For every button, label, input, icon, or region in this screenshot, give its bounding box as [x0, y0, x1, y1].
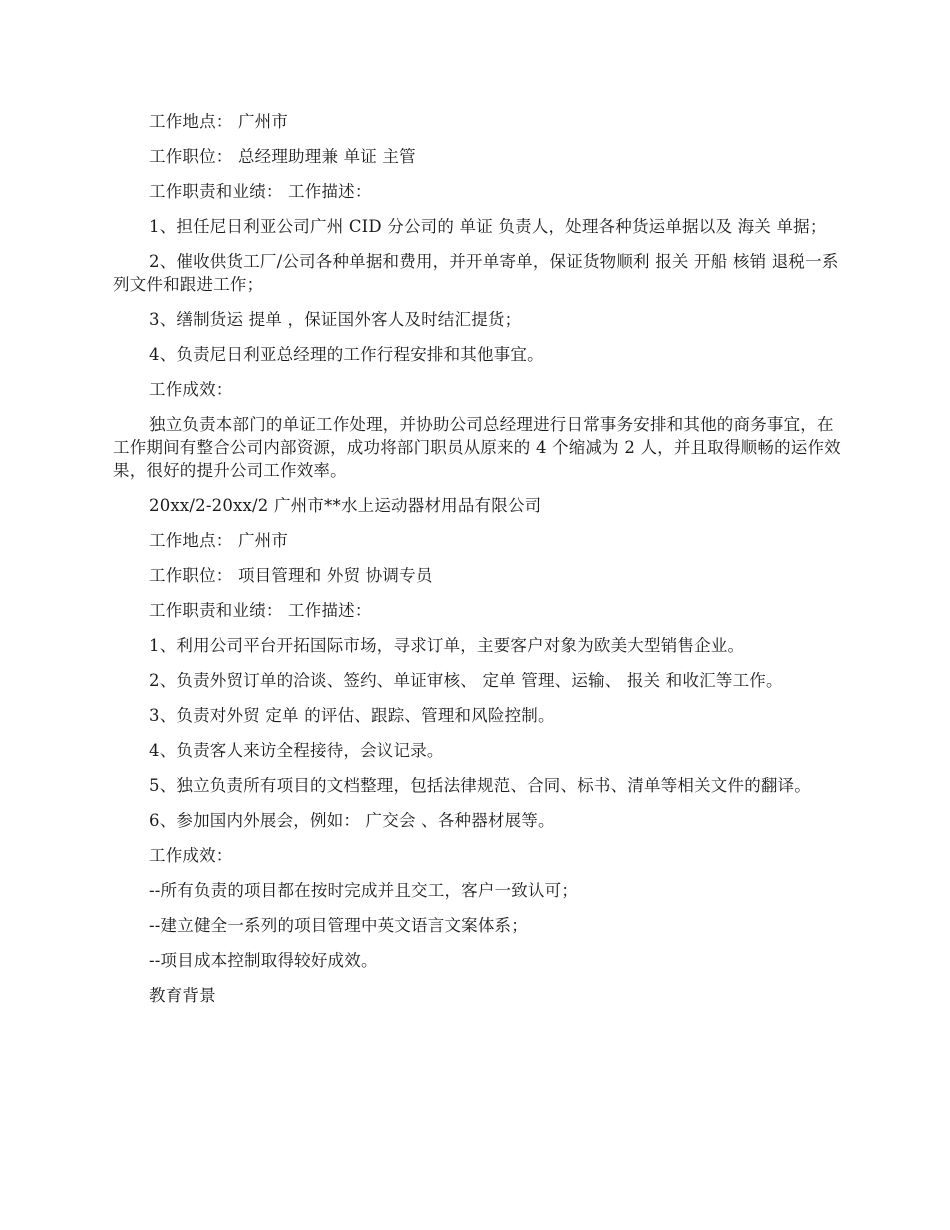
duty-item: 3、缮制货运 提单 ，保证国外客人及时结汇提货；: [149, 310, 522, 329]
duty-item: 4、负责客人来访全程接待，会议记录。: [149, 741, 444, 760]
document-body: [113, 106, 843, 1015]
result-item: --建立健全一系列的项目管理中英文语言文案体系；: [149, 916, 528, 935]
job-position-line: 工作职位： 总经理助理兼 单证 主管: [149, 147, 416, 166]
duty-item: 5、独立负责所有项目的文档整理，包括法律规范、合同、标书、清单等相关文件的翻译。: [149, 776, 811, 795]
results-paragraph: 独立负责本部门的单证工作处理，并协助公司总经理进行日常事务安排和其他的商务事宜，在工作期间有整合公司内部资源，成功将部门职员从原来的 4 个缩减为 2 人，并且取得顺畅的运作效果，很好的提升公司工作效率。: [113, 415, 841, 480]
results-heading: 工作成效：: [149, 380, 233, 399]
duty-item: 3、负责对外贸 定单 的评估、跟踪、管理和风险控制。: [149, 706, 555, 725]
result-item: --项目成本控制取得较好成效。: [149, 951, 378, 970]
duties-heading: 工作职责和业绩： 工作描述：: [149, 601, 372, 620]
duty-item: 2、负责外贸订单的洽谈、签约、单证审核、 定单 管理、运输、 报关 和收汇等工作。: [149, 671, 783, 690]
duty-item: 1、利用公司平台开拓国际市场，寻求订单，主要客户对象为欧美大型销售企业。: [149, 636, 745, 655]
duty-item: 1、担任尼日利亚公司广州 CID 分公司的 单证 负责人，处理各种货运单据以及 海关 单据；: [149, 217, 827, 236]
duty-item: 4、负责尼日利亚总经理的工作行程安排和其他事宜。: [149, 345, 544, 364]
work-location-line: 工作地点： 广州市: [149, 531, 289, 550]
result-item: --所有负责的项目都在按时完成并且交工，客户一致认可；: [149, 881, 579, 900]
job-position-line: 工作职位： 项目管理和 外贸 协调专员: [149, 566, 433, 585]
employment-period-line: 20xx/2-20xx/2 广州市**水上运动器材用品有限公司: [149, 496, 542, 515]
duties-heading: 工作职责和业绩： 工作描述：: [149, 182, 372, 201]
duty-item: 6、参加国内外展会，例如： 广交会 、各种器材展等。: [149, 811, 555, 830]
results-heading: 工作成效：: [149, 846, 233, 865]
duty-item: 2、催收供货工厂/公司各种单据和费用，并开单寄单，保证货物顺利 报关 开船 核销 退税一系列文件和跟进工作；: [113, 252, 839, 294]
education-heading: 教育背景: [149, 986, 216, 1005]
work-location-line: 工作地点： 广州市: [149, 112, 289, 131]
